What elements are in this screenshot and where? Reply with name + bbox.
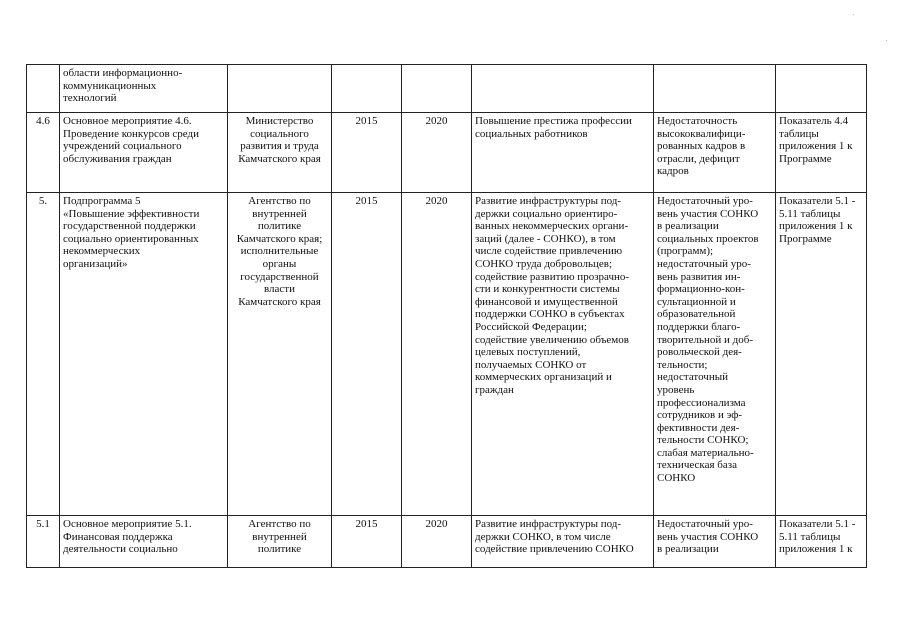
- table-row: [27, 113, 867, 193]
- executor: [228, 65, 332, 113]
- expected-result: [472, 65, 654, 113]
- scan-speck: [853, 14, 854, 15]
- measure-name: области информационно- коммуникационных технологий: [60, 65, 228, 113]
- end-year: 2020: [402, 516, 472, 568]
- expected-result: Повышение престижа профессии социальных работников: [472, 113, 654, 193]
- indicators: [776, 65, 867, 113]
- scan-speck: [886, 40, 887, 41]
- measure-name: Подпрограмма 5 «Повышение эффективности государственной поддержки социально ориентированных некоммерческих организаций»: [60, 193, 228, 516]
- start-year: 2015: [332, 516, 402, 568]
- table-row: [27, 516, 867, 568]
- start-year: 2015: [332, 113, 402, 193]
- program-measures-table: [26, 64, 867, 568]
- measure-name: Основное мероприятие 5.1. Финансовая поддержка деятельности социально: [60, 516, 228, 568]
- indicators: Показатели 5.1 - 5.11 таблицы приложения 1 к Программе: [776, 193, 867, 516]
- consequences: [654, 65, 776, 113]
- consequences: Недостаточный уро- вень участия СОНКО в реализации: [654, 516, 776, 568]
- row-number: 5.1: [27, 516, 60, 568]
- start-year: [332, 65, 402, 113]
- expected-result: Развитие инфраструктуры под- держки СОНКО, в том числе содействие привлечению СОНКО: [472, 516, 654, 568]
- row-number: 5.: [27, 193, 60, 516]
- row-number: 4.6: [27, 113, 60, 193]
- executor: Агентство по внутренней политике: [228, 516, 332, 568]
- end-year: 2020: [402, 113, 472, 193]
- measure-name: Основное мероприятие 4.6. Проведение конкурсов среди учреждений социального обслуживания граждан: [60, 113, 228, 193]
- table-row: [27, 193, 867, 516]
- end-year: [402, 65, 472, 113]
- row-number: [27, 65, 60, 113]
- indicators: Показатель 4.4 таблицы приложения 1 к Программе: [776, 113, 867, 193]
- table-row: [27, 65, 867, 113]
- executor: Агентство по внутренней политике Камчатского края; исполнительные органы государственной власти Камчатского края: [228, 193, 332, 516]
- end-year: 2020: [402, 193, 472, 516]
- start-year: 2015: [332, 193, 402, 516]
- consequences: Недостаточность высококвалифици- рованных кадров в отрасли, дефицит кадров: [654, 113, 776, 193]
- expected-result: Развитие инфраструктуры под- держки социально ориентиро- ванных некоммерческих органи- заций (далее - СОНКО), в том числе содействие привлечению СОНКО труда добровольцев; содействие развитию прозрачно- сти и конкурентности системы финансовой и имущественной поддержки СОНКО в субъектах Российской Федерации; содействие увеличению объемов целевых поступлений, получаемых СОНКО от коммерческих организаций и граждан: [472, 193, 654, 516]
- executor: Министерство социального развития и труда Камчатского края: [228, 113, 332, 193]
- indicators: Показатели 5.1 - 5.11 таблицы приложения 1 к: [776, 516, 867, 568]
- consequences: Недостаточный уро- вень участия СОНКО в реализации социальных проектов (программ); недостаточный уро- вень развития ин- формационно-кон- сультационной и образовательной поддержки благо- творительной и доб- ровольческой дея- тельности; недостаточный уровень профессионализма сотрудников и эф- фективности дея- тельности СОНКО; слабая материально- техническая база СОНКО: [654, 193, 776, 516]
